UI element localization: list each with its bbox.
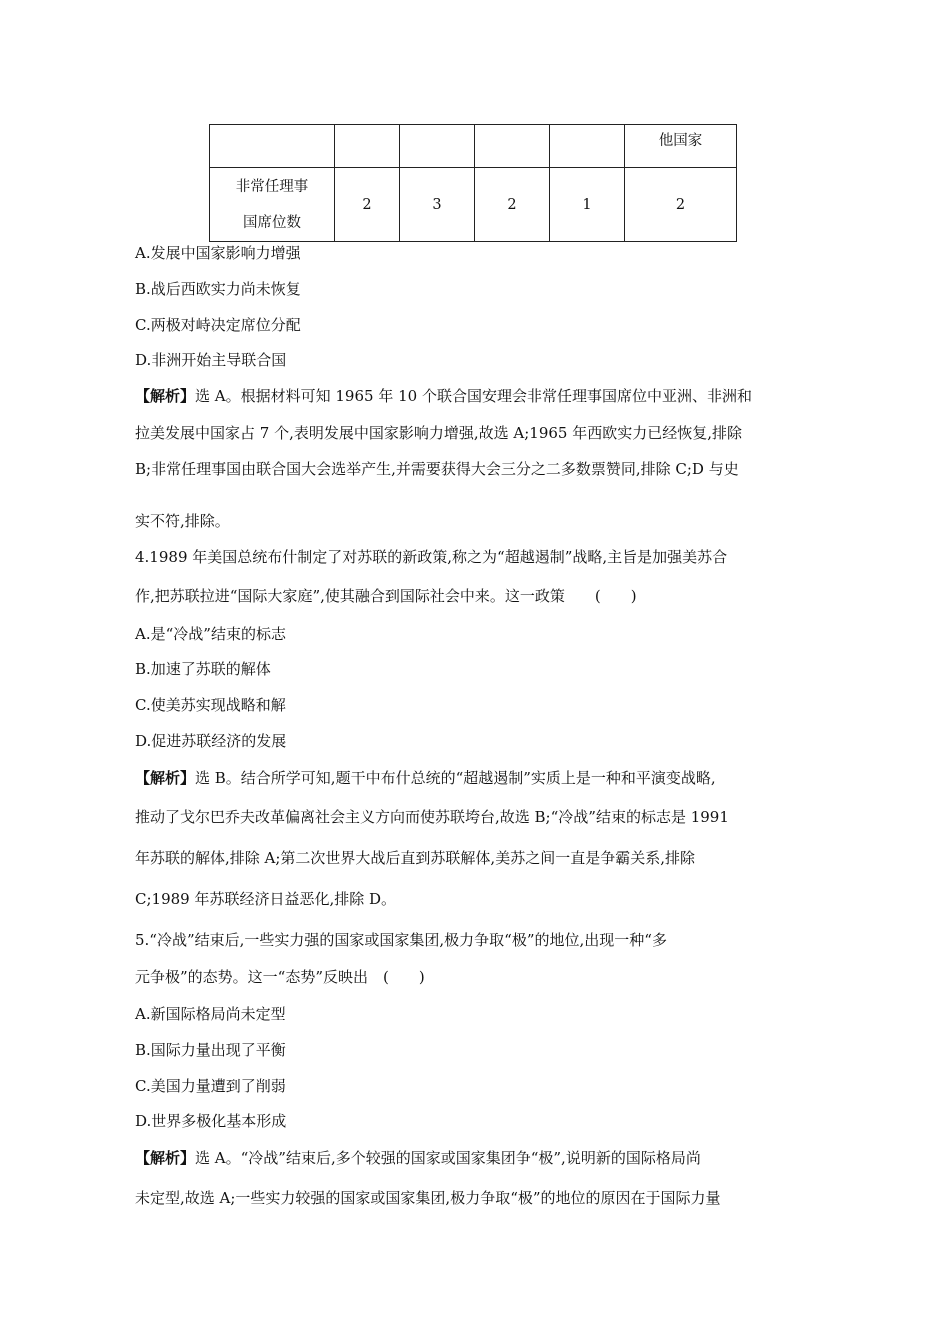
- analysis-label: 【解析】: [135, 1149, 196, 1167]
- q4-option-b: B.加速了苏联的解体: [135, 660, 271, 678]
- table-header-cell: 他国家: [625, 125, 737, 168]
- table-cell: 2: [335, 168, 400, 242]
- q5-option-b: B.国际力量出现了平衡: [135, 1041, 286, 1059]
- analysis-label: 【解析】: [135, 387, 196, 405]
- q5-analysis-line: 未定型,故选 A;一些实力较强的国家或国家集团,极力争取“极”的地位的原因在于国际力量: [135, 1189, 721, 1207]
- q5-analysis-line: [135, 1147, 701, 1168]
- analysis-label: 【解析】: [135, 769, 196, 787]
- table-cell: 3: [400, 168, 475, 242]
- table-header-row: [210, 125, 737, 168]
- table-header-cell: [210, 125, 335, 168]
- analysis-text: 选 B。结合所学可知,题干中布什总统的“超越遏制”实质上是一种和平演变战略,: [195, 769, 716, 787]
- analysis-text: 选 A。根据材料可知 1965 年 10 个联合国安理会非常任理事国席位中亚洲、非洲和: [195, 387, 752, 405]
- q4-analysis-line: 推动了戈尔巴乔夫改革偏离社会主义方向而使苏联垮台,故选 B;“冷战”结束的标志是 1991: [135, 808, 729, 826]
- q4-analysis-line: 年苏联的解体,排除 A;第二次世界大战后直到苏联解体,美苏之间一直是争霸关系,排除: [135, 849, 695, 867]
- q5-option-d: D.世界多极化基本形成: [135, 1112, 287, 1130]
- q3-option-d: D.非洲开始主导联合国: [135, 351, 287, 369]
- q5-stem-line: 元争极”的态势。这一“态势”反映出 ( ): [135, 968, 425, 986]
- q4-analysis-line: [135, 767, 716, 788]
- q5-option-c: C.美国力量遭到了削弱: [135, 1077, 286, 1095]
- table-header-cell: [335, 125, 400, 168]
- table-header-cell: [475, 125, 550, 168]
- q4-stem-line: 作,把苏联拉进“国际大家庭”,使其融合到国际社会中来。这一政策 ( ): [135, 587, 637, 605]
- q5-option-a: A.新国际格局尚未定型: [135, 1005, 286, 1023]
- q4-option-a: A.是“冷战”结束的标志: [135, 625, 286, 643]
- table-cell: 2: [625, 168, 737, 242]
- q3-analysis-line: B;非常任理事国由联合国大会选举产生,并需要获得大会三分之二多数票赞同,排除 C;D 与史: [135, 460, 739, 478]
- table-header-cell: [400, 125, 475, 168]
- q3-analysis-line: 实不符,排除。: [135, 512, 230, 530]
- q4-analysis-line: C;1989 年苏联经济日益恶化,排除 D。: [135, 890, 397, 908]
- q4-stem-line: 4.1989 年美国总统布什制定了对苏联的新政策,称之为“超越遏制”战略,主旨是加强美苏合: [135, 548, 728, 566]
- table-row: [210, 168, 737, 242]
- seat-table: [209, 124, 737, 242]
- q3-option-a: A.发展中国家影响力增强: [135, 244, 301, 262]
- table-cell: 2: [475, 168, 550, 242]
- q3-analysis-line: [135, 385, 752, 406]
- table-row-label: [210, 168, 335, 242]
- q5-stem-line: 5.“冷战”结束后,一些实力强的国家或国家集团,极力争取“极”的地位,出现一种“多: [135, 931, 667, 949]
- q3-analysis-line: 拉美发展中国家占 7 个,表明发展中国家影响力增强,故选 A;1965 年西欧实力已经恢复,排除: [135, 424, 742, 442]
- row-label-line: 国席位数: [243, 214, 301, 231]
- row-label-line: 非常任理事: [235, 178, 309, 195]
- q3-option-b: B.战后西欧实力尚未恢复: [135, 280, 301, 298]
- table-cell: 1: [550, 168, 625, 242]
- q4-option-c: C.使美苏实现战略和解: [135, 696, 286, 714]
- table-header-cell: [550, 125, 625, 168]
- q3-option-c: C.两极对峙决定席位分配: [135, 316, 301, 334]
- analysis-text: 选 A。“冷战”结束后,多个较强的国家或国家集团争“极”,说明新的国际格局尚: [195, 1149, 701, 1167]
- q4-option-d: D.促进苏联经济的发展: [135, 732, 287, 750]
